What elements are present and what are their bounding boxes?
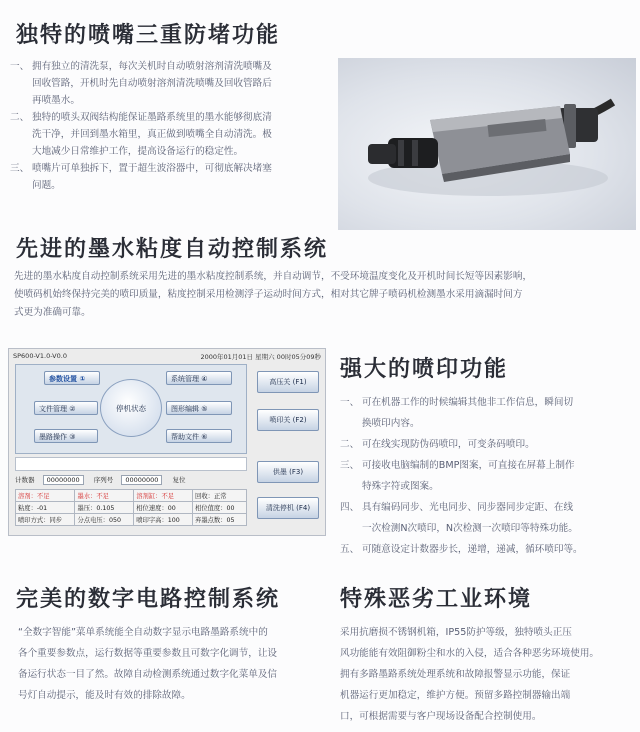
paragraph-line: 使喷码机始终保持完美的喷印质量，粘度控制采用检测浮子运动时间方式，相对其它牌子喷码机检测墨水采用滴漏时间方 <box>14 289 523 300</box>
section-title-environment: 特殊恶劣工业环境 <box>340 587 533 612</box>
list-item <box>340 434 636 455</box>
high-voltage-button[interactable]: 高压关 (F1) <box>257 371 319 393</box>
control-panel-screen <box>8 348 326 536</box>
list-item-line: 可在机器工作的时候编辑其他非工作信息，瞬间切 <box>362 397 574 408</box>
graphic-edit-button[interactable]: 图形编辑 ⑤ <box>166 401 232 415</box>
clean-stop-button[interactable]: 清洗停机 (F4) <box>257 497 319 519</box>
list-item-line: 可接收电脑编制的BMP图案，可直接在屏幕上制作 <box>362 460 575 471</box>
grid-cell: 喷印字高：100 <box>134 514 193 526</box>
list-item <box>340 539 636 560</box>
main-menu-pane <box>15 364 247 454</box>
section-title-digital: 完美的数字电路控制系统 <box>16 587 281 612</box>
paragraph-line: 采用抗磨损不锈钢机箱，IP55防护等级，独特喷头正压 <box>340 627 572 638</box>
paragraph-line: 先进的墨水粘度自动控制系统采用先进的墨水粘度控制系统，并自动调节，不受环境温度变化及开机时间长短等因素影响， <box>14 271 533 282</box>
list-item-number: 三、 <box>10 163 30 174</box>
counter-value[interactable]: 00000000 <box>43 475 84 485</box>
list-item-line: 一次检测N次喷印，N次检测一次喷印等特殊功能。 <box>362 523 578 534</box>
help-file-button[interactable]: 帮助文件 ⑥ <box>166 429 232 443</box>
list-item-line: 问题。 <box>32 180 61 191</box>
section-title-nozzle: 独特的喷嘴三重防堵功能 <box>16 23 281 48</box>
param-settings-button[interactable]: 参数设置 ① <box>44 371 100 385</box>
screen-datetime: 2000年01月01日 星期六 00时05分09秒 <box>200 353 321 361</box>
list-item <box>340 497 636 539</box>
firmware-version: SP600-V1.0-V0.0 <box>13 352 67 360</box>
counter-label: 计数器 <box>15 476 35 484</box>
serial-value[interactable]: 00000000 <box>121 475 162 485</box>
paragraph-line: 拥有多路墨路系统处理系统和故障报警显示功能，保证 <box>340 669 571 680</box>
screen-status-bar <box>9 349 325 362</box>
grid-cell: 溶剂：不足 <box>16 490 75 502</box>
ink-supply-button[interactable]: 供墨 (F3) <box>257 461 319 483</box>
list-item-line: 特殊字符或图案。 <box>362 481 439 492</box>
printhead-photo-icon <box>338 58 636 230</box>
paragraph-line: “全数字智能”菜单系统能全自动数字显示电路墨路系统中的 <box>18 627 268 638</box>
grid-cell: 弃墨点数：05 <box>193 514 247 526</box>
grid-cell: 相位速度：00 <box>134 502 193 514</box>
grid-cell: 溶剂缸：不足 <box>134 490 193 502</box>
list-item-line: 再喷墨水。 <box>32 95 80 106</box>
grid-cell: 相位值度：00 <box>193 502 247 514</box>
list-item-number: 一、 <box>10 61 30 72</box>
reset-label[interactable]: 复位 <box>172 476 186 484</box>
list-item-number: 一、 <box>340 397 360 408</box>
grid-cell: 喷印方式：同步 <box>16 514 75 526</box>
ink-operation-button[interactable]: 墨路操作 ③ <box>34 429 98 443</box>
digital-description <box>18 622 332 706</box>
list-item <box>340 392 636 434</box>
paragraph-line: 风功能能有效阻御粉尘和水的入侵，适合各种恶劣环境使用。 <box>340 648 600 659</box>
grid-cell: 回收：正常 <box>193 490 247 502</box>
list-item <box>10 160 332 194</box>
list-item-number: 四、 <box>340 502 360 513</box>
paragraph-line: 备运行状态一目了然。故障自动检测系统通过数字化菜单及信 <box>18 669 278 680</box>
section-title-viscosity: 先进的墨水粘度自动控制系统 <box>16 237 329 262</box>
list-item-line: 独特的喷头双阀结构能保证墨路系统里的墨水能够彻底清 <box>32 112 272 123</box>
paragraph-line: 口，可根据需要与客户现场设备配合控制使用。 <box>340 711 542 722</box>
list-item-line: 喷嘴片可单独拆下，置于超生波浴器中，可彻底解决堵塞 <box>32 163 272 174</box>
list-item-line: 大地减少日常维护工作，提高设备运行的稳定性。 <box>32 146 244 157</box>
machine-state-indicator: 停机状态 <box>100 379 162 437</box>
section-title-printing: 强大的喷印功能 <box>340 357 509 382</box>
nozzle-feature-list <box>10 58 332 194</box>
environment-description <box>340 622 638 727</box>
message-field[interactable] <box>15 457 247 471</box>
list-item-line: 回收管路，开机时先自动喷射溶剂清洗喷嘴及回收管路后 <box>32 78 272 89</box>
list-item-line: 具有编码同步、光电同步、同步器同步定距、在线 <box>362 502 574 513</box>
printhead-photo <box>338 58 636 230</box>
list-item-number: 五、 <box>340 544 360 555</box>
list-item-line: 换喷印内容。 <box>362 418 420 429</box>
list-item-line: 拥有独立的清洗泵，每次关机时自动喷射溶剂清洗喷嘴及 <box>32 61 272 72</box>
paragraph-line: 各个重要参数点，运行数据等重要参数且可数字化调节，让设 <box>18 648 278 659</box>
viscosity-description <box>14 268 634 322</box>
system-manage-button[interactable]: 系统管理 ④ <box>166 371 232 385</box>
grid-cell: 粘度：-01 <box>16 502 75 514</box>
grid-cell: 墨水：不足 <box>75 490 134 502</box>
list-item <box>10 58 332 109</box>
list-item <box>340 455 636 497</box>
table-row <box>16 490 247 502</box>
status-grid <box>15 489 247 526</box>
counter-row <box>15 475 186 485</box>
list-item-number: 二、 <box>10 112 30 123</box>
list-item-line: 洗干净，并回到墨水箱里，真正做到喷嘴全自动清洗。极 <box>32 129 272 140</box>
table-row <box>16 514 247 526</box>
table-row <box>16 502 247 514</box>
list-item-line: 可随意设定计数器步长，递增，递减，循环喷印等。 <box>362 544 583 555</box>
paragraph-line: 机器运行更加稳定，维护方便。预留多路控制器输出端 <box>340 690 571 701</box>
printing-feature-list <box>340 392 636 560</box>
list-item <box>10 109 332 160</box>
paragraph-line: 式更为准确可靠。 <box>14 307 91 318</box>
grid-cell: 分点电压：050 <box>75 514 134 526</box>
file-manage-button[interactable]: 文件管理 ② <box>34 401 98 415</box>
print-off-button[interactable]: 喷印关 (F2) <box>257 409 319 431</box>
paragraph-line: 号灯自动提示，能及时有效的排除故障。 <box>18 690 191 701</box>
list-item-line: 可在线实现防伪码喷印，可变条码喷印。 <box>362 439 535 450</box>
grid-cell: 墨压：0.105 <box>75 502 134 514</box>
list-item-number: 三、 <box>340 460 360 471</box>
list-item-number: 二、 <box>340 439 360 450</box>
serial-label: 序列号 <box>93 476 114 484</box>
